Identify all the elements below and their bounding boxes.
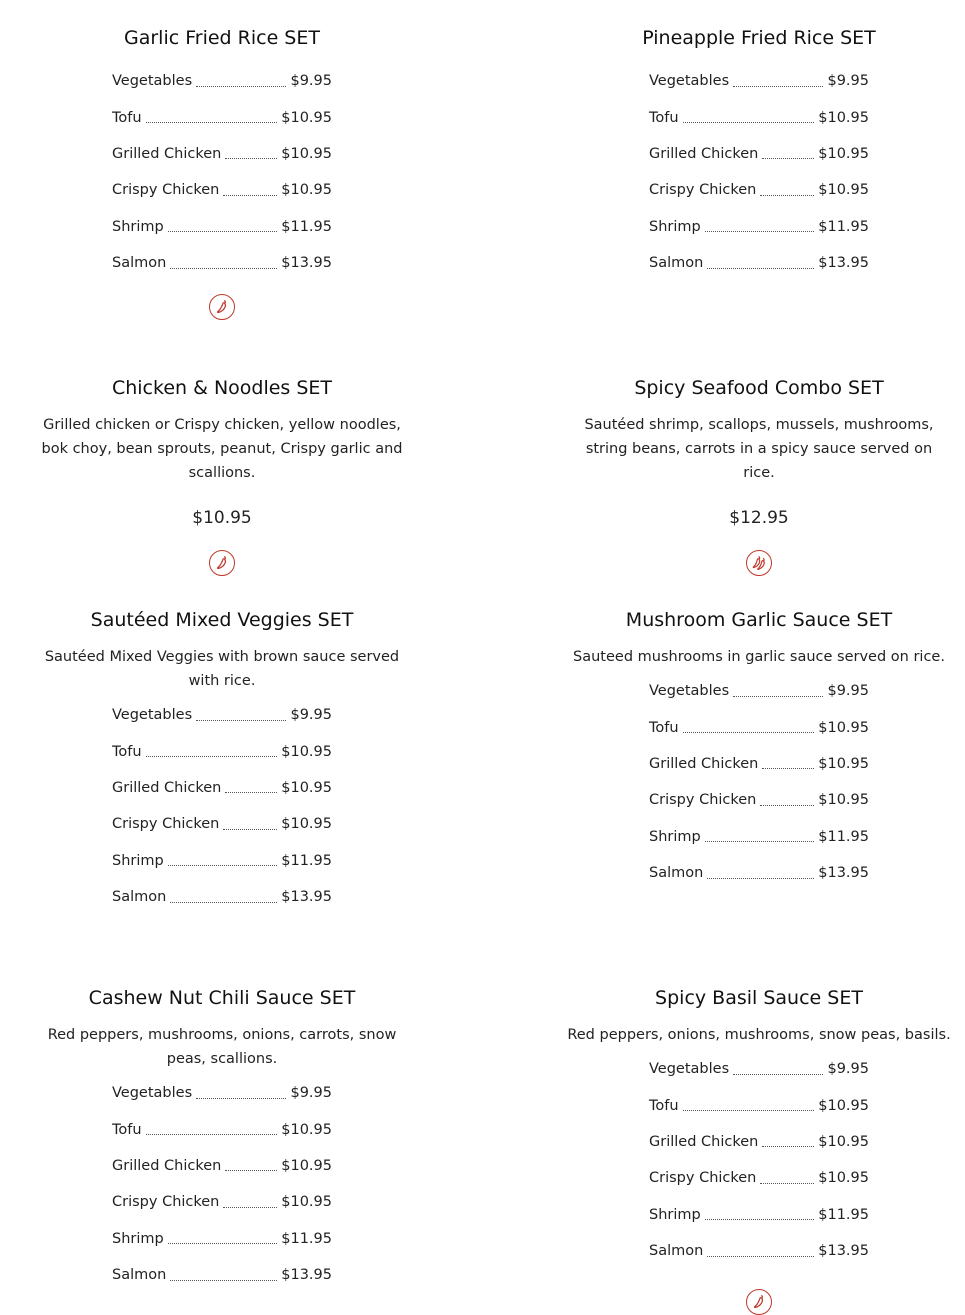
- dot-leader: [760, 1183, 814, 1184]
- item-price: $13.95: [281, 889, 332, 906]
- dot-leader: [196, 86, 286, 87]
- dot-leader: [168, 865, 278, 866]
- price-list: [649, 1051, 869, 1269]
- menu-item: [649, 99, 869, 135]
- item-price: $9.95: [290, 707, 332, 724]
- item-price: $11.95: [281, 218, 332, 235]
- section-title: Pineapple Fried Rice SET: [642, 27, 876, 49]
- item-price: $10.95: [281, 145, 332, 162]
- item-price: $10.95: [818, 1133, 869, 1150]
- chili-pepper-icon: [746, 1289, 772, 1315]
- menu-item: [112, 733, 332, 769]
- menu-item: [112, 806, 332, 842]
- price-list: [112, 1075, 332, 1293]
- menu-item: [112, 770, 332, 806]
- menu-item: [112, 1221, 332, 1257]
- menu-section-garlic-fried-rice: [22, 25, 422, 320]
- section-title: Sautéed Mixed Veggies SET: [90, 609, 354, 631]
- item-price: $11.95: [281, 852, 332, 869]
- dot-leader: [168, 231, 278, 232]
- dot-leader: [170, 268, 277, 269]
- section-title: Cashew Nut Chili Sauce SET: [88, 987, 356, 1009]
- item-name: Shrimp: [112, 218, 164, 235]
- item-name: Salmon: [112, 255, 167, 272]
- price-list: [649, 673, 869, 891]
- menu-item: [649, 746, 869, 782]
- menu-item: [649, 209, 869, 245]
- chili-pepper-icon: [209, 294, 235, 320]
- item-price: $10.95: [818, 1097, 869, 1114]
- menu-item: [649, 673, 869, 709]
- item-price: $10.95: [818, 792, 869, 809]
- menu-item: [112, 1111, 332, 1147]
- section-title: Garlic Fried Rice SET: [124, 27, 320, 49]
- dot-leader: [223, 829, 277, 830]
- menu-item: [112, 1184, 332, 1220]
- item-name: Crispy Chicken: [112, 182, 220, 199]
- item-name: Grilled Chicken: [649, 1133, 759, 1150]
- item-price: $10.95: [281, 1157, 332, 1174]
- item-price: $9.95: [290, 73, 332, 90]
- dot-leader: [146, 1134, 278, 1135]
- dot-leader: [225, 1170, 277, 1171]
- menu-item: [112, 1148, 332, 1184]
- item-price: $13.95: [818, 255, 869, 272]
- item-name: Tofu: [649, 719, 679, 736]
- item-price: $10.95: [818, 145, 869, 162]
- menu-item: [649, 136, 869, 172]
- dot-leader: [196, 1098, 286, 1099]
- section-description: Sautéed shrimp, scallops, mussels, mushrooms, string beans, carrots in a spicy sauce served on rice.: [584, 417, 934, 481]
- item-name: Shrimp: [649, 1206, 701, 1223]
- item-price: $9.95: [827, 1061, 869, 1078]
- item-price: $10.95: [281, 182, 332, 199]
- section-title: Chicken & Noodles SET: [111, 377, 333, 399]
- menu-item: [112, 172, 332, 208]
- menu-item: [112, 697, 332, 733]
- item-price: $11.95: [818, 1206, 869, 1223]
- item-name: Tofu: [112, 1121, 142, 1138]
- item-name: Vegetables: [112, 73, 193, 90]
- section-title: Spicy Seafood Combo SET: [634, 377, 884, 399]
- dot-leader: [733, 1074, 823, 1075]
- item-price: $10.95: [818, 719, 869, 736]
- dot-leader: [683, 732, 815, 733]
- menu-item: [649, 1160, 869, 1196]
- dot-leader: [146, 756, 278, 757]
- section-price: $12.95: [729, 508, 789, 528]
- item-name: Tofu: [112, 109, 142, 126]
- dot-leader: [225, 792, 277, 793]
- item-name: Crispy Chicken: [112, 816, 220, 833]
- section-price: $10.95: [192, 508, 252, 528]
- section-description: Red peppers, onions, mushrooms, snow peas, basils.: [567, 1027, 951, 1043]
- dot-leader: [683, 122, 815, 123]
- dot-leader: [760, 805, 814, 806]
- dot-leader: [762, 1146, 814, 1147]
- dot-leader: [196, 720, 286, 721]
- price-list: [112, 697, 332, 915]
- section-description: Grilled chicken or Crispy chicken, yellow noodles, bok choy, bean sprouts, peanut, Crispy garlic and scallions.: [41, 417, 403, 481]
- dot-leader: [683, 1110, 815, 1111]
- dot-leader: [168, 1243, 278, 1244]
- menu-item: [112, 1257, 332, 1293]
- item-name: Crispy Chicken: [112, 1194, 220, 1211]
- menu-item: [112, 63, 332, 99]
- item-price: $11.95: [818, 828, 869, 845]
- item-name: Crispy Chicken: [649, 1170, 757, 1187]
- dot-leader: [705, 841, 815, 842]
- dot-leader: [225, 158, 277, 159]
- item-price: $13.95: [281, 255, 332, 272]
- menu-item: [649, 819, 869, 855]
- menu-item: [112, 879, 332, 915]
- item-name: Tofu: [112, 743, 142, 760]
- menu-item: [112, 209, 332, 245]
- dot-leader: [146, 122, 278, 123]
- menu-item: [649, 1197, 869, 1233]
- menu-item: [649, 1233, 869, 1269]
- menu-item: [649, 709, 869, 745]
- item-name: Vegetables: [649, 1061, 730, 1078]
- item-name: Grilled Chicken: [649, 145, 759, 162]
- item-name: Grilled Chicken: [112, 779, 222, 796]
- menu-item: [112, 843, 332, 879]
- menu-item: [649, 172, 869, 208]
- item-price: $9.95: [827, 683, 869, 700]
- item-price: $10.95: [281, 743, 332, 760]
- item-name: Tofu: [649, 1097, 679, 1114]
- menu-item: [112, 136, 332, 172]
- item-name: Crispy Chicken: [649, 182, 757, 199]
- item-name: Vegetables: [112, 1085, 193, 1102]
- section-description: Sauteed mushrooms in garlic sauce served on rice.: [573, 649, 945, 665]
- dot-leader: [707, 1256, 814, 1257]
- item-name: Shrimp: [112, 1230, 164, 1247]
- double-chili-pepper-icon: [746, 550, 772, 576]
- item-name: Shrimp: [649, 828, 701, 845]
- item-name: Grilled Chicken: [112, 1157, 222, 1174]
- dot-leader: [705, 1219, 815, 1220]
- item-price: $11.95: [818, 218, 869, 235]
- section-title: Mushroom Garlic Sauce SET: [625, 609, 893, 631]
- item-price: $9.95: [290, 1085, 332, 1102]
- item-name: Salmon: [649, 255, 704, 272]
- dot-leader: [733, 696, 823, 697]
- item-price: $10.95: [281, 779, 332, 796]
- chili-pepper-icon: [209, 550, 235, 576]
- menu-section-spicy-basil-sauce: [559, 985, 959, 1269]
- item-name: Crispy Chicken: [649, 792, 757, 809]
- menu-section-sauteed-mixed-veggies: [22, 607, 422, 915]
- dot-leader: [170, 902, 277, 903]
- menu-item: [112, 99, 332, 135]
- menu-item: [649, 1124, 869, 1160]
- dot-leader: [733, 86, 823, 87]
- item-name: Salmon: [112, 1267, 167, 1284]
- menu-section-spicy-seafood-combo: [559, 375, 959, 576]
- dot-leader: [170, 1280, 277, 1281]
- price-list: [649, 63, 869, 281]
- item-price: $13.95: [281, 1267, 332, 1284]
- dot-leader: [760, 195, 814, 196]
- item-price: $10.95: [818, 1170, 869, 1187]
- item-price: $10.95: [281, 1194, 332, 1211]
- menu-item: [649, 63, 869, 99]
- item-name: Shrimp: [112, 852, 164, 869]
- item-name: Tofu: [649, 109, 679, 126]
- item-price: $10.95: [281, 109, 332, 126]
- item-name: Salmon: [649, 1243, 704, 1260]
- item-name: Salmon: [649, 865, 704, 882]
- item-price: $10.95: [281, 816, 332, 833]
- menu-item: [112, 1075, 332, 1111]
- item-name: Grilled Chicken: [649, 755, 759, 772]
- section-description: Red peppers, mushrooms, onions, carrots, snow peas, scallions.: [47, 1027, 397, 1067]
- dot-leader: [705, 231, 815, 232]
- item-price: $10.95: [818, 182, 869, 199]
- dot-leader: [707, 878, 814, 879]
- item-name: Shrimp: [649, 218, 701, 235]
- menu-section-cashew-nut-chili-sauce: [22, 985, 422, 1293]
- price-list: [112, 63, 332, 281]
- dot-leader: [762, 158, 814, 159]
- item-name: Grilled Chicken: [112, 145, 222, 162]
- section-title: Spicy Basil Sauce SET: [655, 987, 863, 1009]
- item-price: $10.95: [818, 755, 869, 772]
- menu-item: [649, 1087, 869, 1123]
- item-price: $13.95: [818, 865, 869, 882]
- menu-item: [649, 1051, 869, 1087]
- item-name: Salmon: [112, 889, 167, 906]
- section-description: Sautéed Mixed Veggies with brown sauce served with rice.: [44, 649, 400, 689]
- item-price: $11.95: [281, 1230, 332, 1247]
- dot-leader: [762, 768, 814, 769]
- item-name: Vegetables: [112, 707, 193, 724]
- item-price: $10.95: [818, 109, 869, 126]
- item-price: $13.95: [818, 1243, 869, 1260]
- menu-item: [649, 855, 869, 891]
- dot-leader: [707, 268, 814, 269]
- menu-item: [112, 245, 332, 281]
- menu-section-chicken-noodles: [22, 375, 422, 576]
- item-price: $9.95: [827, 73, 869, 90]
- item-price: $10.95: [281, 1121, 332, 1138]
- item-name: Vegetables: [649, 683, 730, 700]
- item-name: Vegetables: [649, 73, 730, 90]
- menu-item: [649, 782, 869, 818]
- dot-leader: [223, 195, 277, 196]
- menu-section-mushroom-garlic-sauce: [559, 607, 959, 891]
- dot-leader: [223, 1207, 277, 1208]
- menu-item: [649, 245, 869, 281]
- menu-section-pineapple-fried-rice: [559, 25, 959, 281]
